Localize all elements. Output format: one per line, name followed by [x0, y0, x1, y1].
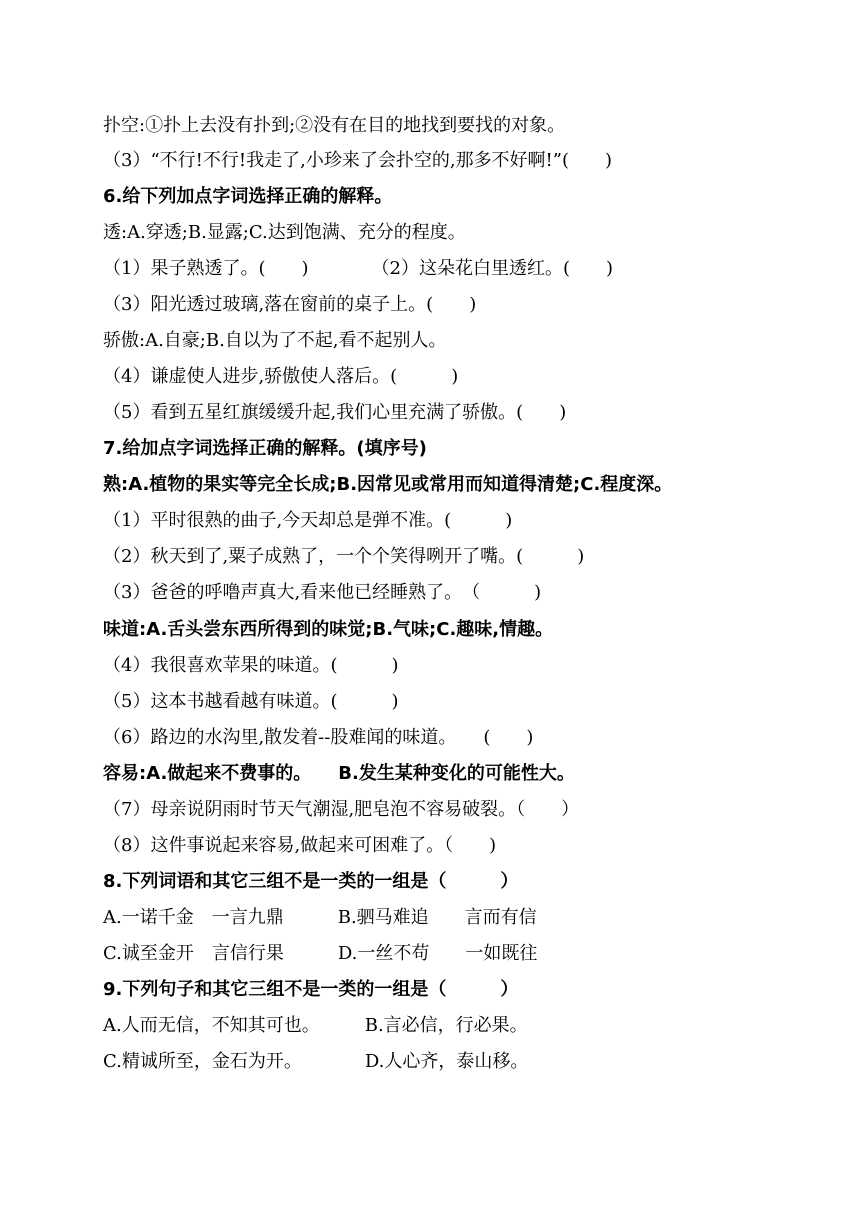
question-7-item-7: （7）母亲说阴雨时节天气潮湿,肥皂泡不容易破裂。（ ）	[103, 799, 580, 820]
question-3-sentence: （3）“不行!不行!我走了,小珍来了会扑空的,那多不好啊!”( )	[103, 150, 613, 171]
definition-pukong: 扑空:①扑上去没有扑到;②没有在目的地找到要找的对象。	[103, 115, 566, 136]
definition-weidao: 味道:A.舌头尝东西所得到的味觉;B.气味;C.趣味,情趣。	[103, 619, 554, 640]
question-6-item-3: （3）阳光透过玻璃,落在窗前的桌子上。( )	[103, 294, 477, 315]
question-9-heading: 9.下列句子和其它三组不是一类的一组是（ ）	[103, 979, 519, 1000]
question-7-item-3: （3）爸爸的呼噜声真大,看来他已经睡熟了。 （ )	[103, 582, 542, 603]
question-7-item-6: （6）路边的水沟里,散发着--股难闻的味道。 ( )	[103, 727, 534, 748]
question-7-item-1: （1）平时很熟的曲子,今天却总是弹不准。( )	[103, 510, 513, 531]
question-6-item-5: （5）看到五星红旗缓缓升起,我们心里充满了骄傲。( )	[103, 402, 567, 423]
question-9-options-ab: A.人而无信，不知其可也。 B.言必信，行必果。	[103, 1015, 528, 1036]
definition-tou: 透:A.穿透;B.显露;C.达到饱满、充分的程度。	[103, 222, 466, 243]
question-7-item-8: （8）这件事说起来容易,做起来可困难了。（ )	[103, 835, 497, 856]
question-9-options-cd: C.精诚所至，金石为开。 D.人心齐，泰山移。	[103, 1051, 529, 1072]
question-6-items-1-2: （1）果子熟透了。( ) （2）这朵花白里透红。( )	[103, 258, 613, 279]
question-7-item-2: （2）秋天到了,粟子成熟了，一个个笑得咧开了嘴。( )	[103, 546, 585, 567]
definition-rongyi: 容易:A.做起来不费事的。 B.发生某种变化的可能性大。	[103, 763, 575, 784]
definition-jiaoao: 骄傲:A.自豪;B.自以为了不起,看不起别人。	[103, 330, 447, 351]
question-6-heading: 6.给下列加点字词选择正确的解释。	[103, 186, 393, 207]
question-7-item-5: （5）这本书越看越有味道。( )	[103, 691, 399, 712]
question-8-options-ab: A.一诺千金 一言九鼎 B.驷马难追 言而有信	[103, 907, 537, 928]
question-8-heading: 8.下列词语和其它三组不是一类的一组是（ ）	[103, 871, 519, 892]
question-6-item-4: （4）谦虚使人进步,骄傲使人落后。( )	[103, 366, 459, 387]
question-7-heading: 7.给加点字词选择正确的解释。(填序号)	[103, 438, 427, 459]
definition-shu: 熟:A.植物的果实等完全长成;B.因常见或常用而知道得清楚;C.程度深。	[103, 474, 673, 495]
question-7-item-4: （4）我很喜欢苹果的味道。( )	[103, 655, 399, 676]
question-8-options-cd: C.诚至金开 言信行果 D.一丝不苟 一如既往	[103, 943, 538, 964]
